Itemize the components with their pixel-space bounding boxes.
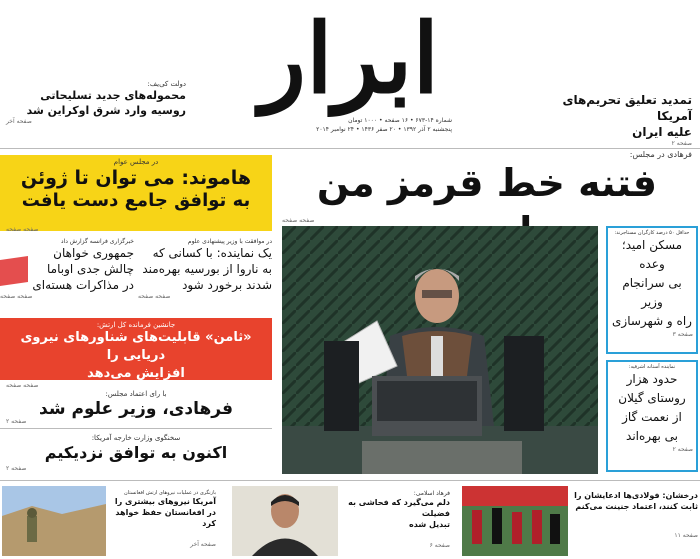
- masthead-logo: [259, 0, 440, 118]
- state-kicker: سخنگوی وزارت خارجه آمریکا:: [91, 434, 181, 442]
- divider: [0, 480, 700, 481]
- top-right-headline-2: علیه ایران: [632, 125, 692, 139]
- housing-page-ref: صفحه ۳: [672, 331, 693, 338]
- page-ref: صفحه آخر: [6, 118, 32, 125]
- divider: [0, 148, 700, 149]
- issue-date: پنجشنبه ۲ آذر ۱۳۹۲ • ۲۰ صفر ۱۴۳۶ • ۲۴ نوامبر ۲۰۱۴: [316, 126, 452, 133]
- mp-kicker: در موافقت با وزیر پیشنهادی علوم: [187, 238, 272, 245]
- gas-line-1: حدود هزار: [626, 372, 678, 386]
- afghan-page-ref: صفحه آخر: [190, 541, 216, 548]
- gas-line-2: روستای گیلان: [618, 391, 686, 405]
- mp-line-3: شدند برخورد شود: [182, 278, 272, 292]
- state-story[interactable]: [0, 434, 272, 463]
- france-kicker: خبرگزاری فرانسه گزارش داد: [60, 238, 134, 245]
- portrait-photo: [232, 486, 338, 556]
- gas-box[interactable]: [606, 360, 698, 472]
- vote-headline: فرهادی، وزیر علوم شد: [39, 399, 233, 419]
- gas-kicker: نماینده آستانه اشرفیه:: [628, 364, 676, 370]
- housing-box[interactable]: [606, 226, 698, 354]
- housing-line-5: راه و شهرسازی: [612, 314, 692, 328]
- navy-headline-1: «ثامن» قابلیت‌های شناورهای نیروی دریایی را: [20, 330, 252, 363]
- hammond-box[interactable]: [0, 155, 272, 231]
- navy-kicker: جانشین فرمانده کل ارتش:: [96, 321, 176, 329]
- main-photo: [282, 226, 598, 474]
- housing-kicker: حداقل ۵۰ درصد کارگران مستاجرند:: [614, 230, 690, 236]
- foolad-page-ref: صفحه ۱۱: [674, 532, 698, 539]
- soldier-photo: [2, 486, 106, 556]
- farhad-kicker: فرهاد اسلامی:: [413, 490, 450, 497]
- top-left-headline-1: محموله‌های جدید تسلیحاتی: [40, 89, 186, 102]
- state-headline: اکنون به توافق نزدیکیم: [44, 443, 228, 462]
- main-headline: فتنه خط قرمز من: [316, 161, 658, 205]
- farhad-page-ref: صفحه ۶: [429, 542, 450, 549]
- vote-page-ref: صفحه ۲: [6, 418, 27, 425]
- top-left-story[interactable]: [6, 80, 186, 125]
- foolad-line-1: ثابت کنند، اعتماد جنینت می‌کنم: [575, 502, 698, 511]
- housing-line-4: وزیر: [641, 295, 663, 309]
- top-right-headline-1: تمدید تعلیق تحریم‌های آمریکا: [562, 93, 692, 123]
- dateline: [262, 116, 452, 134]
- gas-page-ref: صفحه ۲: [672, 446, 693, 453]
- state-page-ref: صفحه ۲: [6, 465, 27, 472]
- france-page-ref: صفحه صفحه: [0, 293, 33, 300]
- mp-line-2: به ناروا از بورسیه بهره‌مند: [142, 262, 272, 276]
- football-photo: [462, 486, 568, 556]
- afghan-photo: [2, 486, 106, 556]
- navy-headline-2: افزایش می‌دهد: [87, 366, 185, 381]
- housing-line-2: وعده: [639, 257, 665, 271]
- hammond-page-ref: صفحه صفحه: [6, 226, 39, 233]
- france-line-2: چالش جدی اوباما: [47, 262, 134, 276]
- farhad-photo: [232, 486, 338, 556]
- mp-line-1: یک نماینده: با کسانی که: [152, 246, 272, 260]
- afghan-line-2: در افغانستان حفظ خواهد کرد: [115, 508, 216, 528]
- gas-line-3: از نعمت گاز: [622, 410, 682, 424]
- page-ref: صفحه ۲: [671, 140, 692, 147]
- foolad-story[interactable]: [572, 490, 698, 539]
- vote-story[interactable]: [0, 390, 272, 420]
- mp-story[interactable]: [138, 238, 272, 300]
- main-kicker: فرهادی در مجلس:: [629, 150, 692, 159]
- issue-info: شماره ۱۴-۶۷۳ • ۱۶ صفحه • ۱۰۰۰ تومان: [348, 117, 452, 124]
- france-line-3: در مذاکرات هسته‌ای: [32, 278, 134, 292]
- housing-line-3: بی سرانجام: [622, 276, 682, 290]
- foolad-photo: [462, 486, 568, 556]
- top-left-headline-2: روسیه وارد شرق اوکراین شد: [26, 104, 186, 117]
- afghan-line-1: آمریکا نیروهای بیشتری را: [114, 497, 216, 506]
- afghan-story[interactable]: [110, 490, 216, 548]
- navy-box[interactable]: [0, 318, 272, 380]
- afghan-kicker: بازنگری در عملیات نیروهای ارتش افغانستان: [124, 490, 216, 496]
- gas-line-4: بی بهره‌اند: [626, 429, 678, 443]
- farhad-line-1: دلم می‌گیرد که فحاشی به فضیلت: [348, 498, 450, 518]
- france-line-1: جمهوری خواهان: [53, 246, 134, 260]
- divider: [0, 428, 272, 429]
- red-banner-icon: [0, 256, 28, 286]
- farhad-story[interactable]: [342, 490, 450, 549]
- housing-line-1: مسکن امید؛: [621, 238, 683, 252]
- mp-page-ref: صفحه صفحه: [138, 293, 171, 300]
- farhad-line-2: تبدیل شده: [408, 520, 450, 529]
- top-left-kicker: دولت کی‌یف:: [147, 80, 186, 88]
- navy-page-ref: صفحه صفحه: [6, 382, 39, 389]
- hammond-headline-1: هاموند: می توان تا ژوئن: [20, 167, 252, 189]
- logo-text: ابرار: [259, 2, 440, 115]
- hammond-headline-2: به توافق جامع دست یافت: [21, 190, 251, 211]
- main-page-ref: صفحه صفحه: [282, 217, 315, 224]
- vote-kicker: با رای اعتماد مجلس:: [105, 390, 167, 398]
- foolad-kicker: درخشان: فولادی‌ها ادعایشان را: [574, 491, 698, 500]
- top-right-story[interactable]: [532, 92, 692, 147]
- parliament-photo: [282, 226, 598, 474]
- hammond-kicker: در مجلس عوام: [113, 158, 159, 166]
